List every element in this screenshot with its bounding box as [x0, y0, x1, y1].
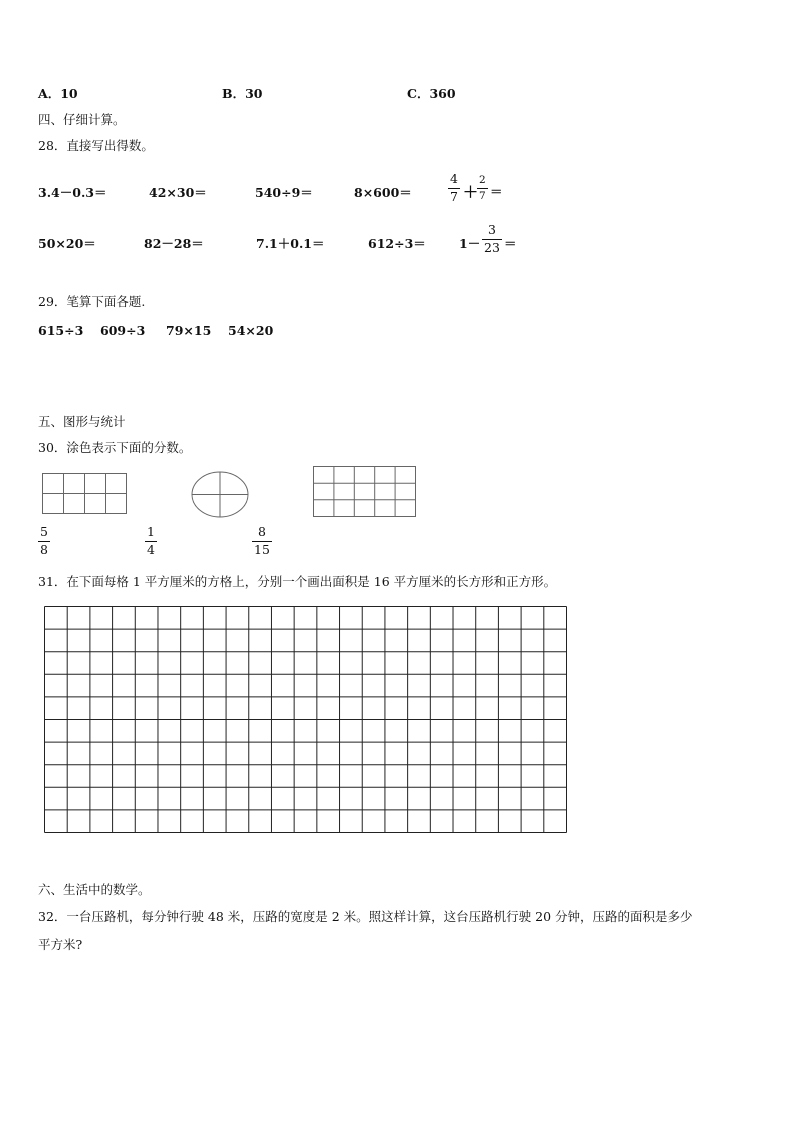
option-b: B．30 [222, 86, 263, 101]
q31-label: 31．在下面每格 1 平方厘米的方格上，分别一个画出面积是 16 平方厘米的长方形和正方形。 [38, 574, 557, 589]
section4-title: 四、仔细计算。 [38, 112, 126, 127]
plus-sign: ＋ [463, 183, 479, 201]
option-a: A．10 [38, 86, 78, 101]
fraction: 5 8 [40, 524, 48, 557]
q28-expr: 612÷3＝ [368, 236, 426, 251]
q29-item: 609÷3 [100, 323, 146, 338]
q28-expr: 3.4－0.3＝ [38, 185, 107, 200]
option-c: C．360 [407, 86, 456, 101]
rectangle-grid-5x3[interactable] [313, 466, 417, 518]
section6-title: 六、生活中的数学。 [38, 882, 151, 897]
q28-expr: 42×30＝ [149, 185, 207, 200]
fraction: 8 15 [254, 524, 270, 557]
q28-expr: 7.1＋0.1＝ [256, 236, 325, 251]
q29-item: 54×20 [228, 323, 274, 338]
fraction: 2 7 [479, 174, 486, 202]
section5-title: 五、图形与统计 [38, 414, 126, 429]
q29-label: 29．笔算下面各题. [38, 294, 146, 309]
q28-expr: 82－28＝ [144, 236, 204, 251]
square-grid[interactable] [44, 606, 567, 834]
q29-item: 79×15 [166, 323, 212, 338]
q28-expr: 540÷9＝ [255, 185, 313, 200]
fraction: 1 4 [147, 524, 155, 557]
q30-label: 30．涂色表示下面的分数。 [38, 440, 192, 455]
equals-sign: ＝ [504, 236, 517, 251]
fraction: 3 23 [484, 222, 500, 255]
rectangle-grid-4x2[interactable] [42, 473, 128, 515]
q29-item: 615÷3 [38, 323, 84, 338]
fraction: 4 7 [450, 171, 458, 204]
q28-label: 28．直接写出得数。 [38, 138, 154, 153]
q28-expr: 8×600＝ [354, 185, 412, 200]
ellipse-quarters[interactable] [191, 471, 249, 519]
q32-line2: 平方米? [38, 937, 83, 952]
q32-line1: 32．一台压路机，每分钟行驶 48 米，压路的宽度是 2 米。照这样计算，这台压路机行驶 20 分钟，压路的面积是多少 [38, 909, 693, 924]
whole-minus: 1－ [459, 236, 481, 251]
q28-expr: 50×20＝ [38, 236, 96, 251]
equals-sign: ＝ [490, 184, 503, 199]
